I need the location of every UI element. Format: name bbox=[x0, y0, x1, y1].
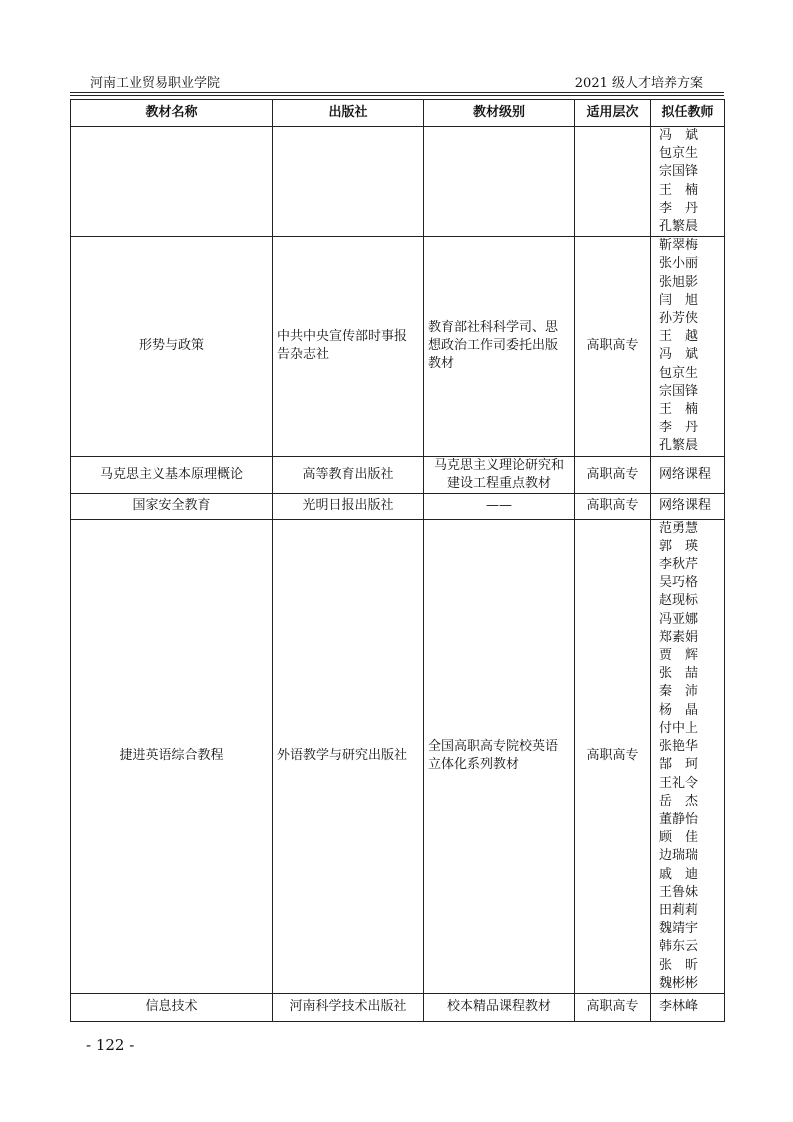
table-row bbox=[71, 127, 725, 237]
teacher-name: 王 楠 bbox=[659, 182, 699, 198]
header-divider bbox=[70, 92, 724, 93]
teacher-name: 李 丹 bbox=[659, 420, 699, 436]
teacher-name: 包京生 bbox=[659, 146, 699, 162]
cell-publisher: 中共中央宣传部时事报告杂志社 bbox=[273, 237, 424, 456]
teacher-name: 韩东云 bbox=[659, 939, 699, 955]
teacher-name: 吴巧格 bbox=[659, 575, 699, 591]
teacher-name: 郜 珂 bbox=[659, 757, 699, 773]
teacher-name: 李秋芹 bbox=[659, 557, 699, 573]
header-document-title: 2021 级人才培养方案 bbox=[574, 76, 703, 91]
teacher-name: 杨 晶 bbox=[659, 702, 699, 718]
cell-textbook-name: 形势与政策 bbox=[71, 237, 273, 456]
cell-applicable-tier bbox=[575, 127, 651, 237]
table-row bbox=[71, 456, 725, 493]
teacher-name: 付中上 bbox=[659, 720, 699, 736]
cell-publisher: 光明日报出版社 bbox=[273, 493, 424, 519]
teacher-name: 张 喆 bbox=[659, 666, 699, 682]
teacher-name: 冯 斌 bbox=[659, 128, 699, 143]
cell-publisher: 河南科学技术出版社 bbox=[273, 993, 424, 1021]
teacher-name: 王 楠 bbox=[659, 402, 699, 418]
teacher-name: 田莉莉 bbox=[659, 902, 699, 918]
table-row bbox=[71, 519, 725, 993]
teacher-name: 董静怡 bbox=[659, 811, 699, 827]
teacher-name: 李林峰 bbox=[659, 999, 699, 1015]
cell-applicable-tier: 高职高专 bbox=[575, 993, 651, 1021]
teacher-name: 冯 斌 bbox=[659, 347, 699, 363]
teacher-name: 张 昕 bbox=[659, 957, 699, 973]
cell-textbook-level: 马克思主义理论研究和建设工程重点教材 bbox=[424, 456, 575, 493]
teacher-name: 王礼令 bbox=[659, 775, 699, 791]
teacher-name: 冯亚娜 bbox=[659, 611, 699, 627]
teacher-name: 岳 杰 bbox=[659, 793, 699, 809]
cell-textbook-name: 国家安全教育 bbox=[71, 493, 273, 519]
textbook-table bbox=[70, 99, 725, 1022]
cell-teachers bbox=[651, 237, 725, 456]
teacher-name: 贾 辉 bbox=[659, 648, 699, 664]
cell-textbook-name: 马克思主义基本原理概论 bbox=[71, 456, 273, 493]
teacher-name: 包京生 bbox=[659, 365, 699, 381]
teacher-name: 孙芳侠 bbox=[659, 311, 699, 327]
header-school-name: 河南工业贸易职业学院 bbox=[90, 76, 221, 91]
teacher-name: 宗国锋 bbox=[659, 383, 699, 399]
cell-teachers bbox=[651, 456, 725, 493]
teacher-name: 秦 沛 bbox=[659, 684, 699, 700]
teacher-name: 孔繁晨 bbox=[659, 438, 699, 454]
teacher-name: 网络课程 bbox=[659, 466, 712, 482]
cell-textbook-level: 教育部社科科学司、思想政治工作司委托出版教材 bbox=[424, 237, 575, 456]
column-header-applicable-tier: 适用层次 bbox=[575, 100, 651, 127]
column-header-textbook-level: 教材级别 bbox=[424, 100, 575, 127]
teacher-name: 宗国锋 bbox=[659, 164, 699, 180]
teacher-name: 边瑞瑞 bbox=[659, 848, 699, 864]
teacher-name: 网络课程 bbox=[659, 498, 712, 514]
teacher-name: 魏彬彬 bbox=[659, 975, 699, 991]
cell-applicable-tier: 高职高专 bbox=[575, 493, 651, 519]
teacher-name: 顾 佳 bbox=[659, 830, 699, 846]
teacher-name: 魏靖宇 bbox=[659, 921, 699, 937]
cell-textbook-level: —— bbox=[424, 493, 575, 519]
teacher-name: 王 越 bbox=[659, 329, 699, 345]
teacher-name: 范勇慧 bbox=[659, 520, 699, 536]
cell-teachers bbox=[651, 127, 725, 237]
cell-textbook-level: 全国高职高专院校英语立体化系列教材 bbox=[424, 519, 575, 993]
column-header-publisher: 出版社 bbox=[273, 100, 424, 127]
cell-textbook-level: 校本精品课程教材 bbox=[424, 993, 575, 1021]
table-row bbox=[71, 493, 725, 519]
teacher-name: 张小丽 bbox=[659, 256, 699, 272]
cell-publisher: 高等教育出版社 bbox=[273, 456, 424, 493]
cell-applicable-tier: 高职高专 bbox=[575, 519, 651, 993]
cell-applicable-tier: 高职高专 bbox=[575, 237, 651, 456]
table-header-row bbox=[71, 100, 725, 127]
teacher-name: 郑素娟 bbox=[659, 629, 699, 645]
teacher-name: 闫 旭 bbox=[659, 292, 699, 308]
teacher-name: 郭 瑛 bbox=[659, 538, 699, 554]
teacher-name: 李 丹 bbox=[659, 200, 699, 216]
cell-textbook-name: 捷进英语综合教程 bbox=[71, 519, 273, 993]
page-number: - 122 - bbox=[86, 1036, 135, 1054]
teacher-name: 王鲁妹 bbox=[659, 884, 699, 900]
table-row bbox=[71, 993, 725, 1021]
header-divider-thin bbox=[70, 95, 724, 96]
cell-publisher bbox=[273, 127, 424, 237]
cell-applicable-tier: 高职高专 bbox=[575, 456, 651, 493]
teacher-name: 张旭影 bbox=[659, 274, 699, 290]
teacher-name: 张艳华 bbox=[659, 739, 699, 755]
cell-teachers bbox=[651, 993, 725, 1021]
teacher-name: 赵现标 bbox=[659, 593, 699, 609]
column-header-teachers: 拟任教师 bbox=[651, 100, 725, 127]
teacher-name: 孔繁晨 bbox=[659, 219, 699, 235]
cell-teachers bbox=[651, 493, 725, 519]
teacher-name: 戚 迪 bbox=[659, 866, 699, 882]
cell-textbook-name: 信息技术 bbox=[71, 993, 273, 1021]
table-row bbox=[71, 237, 725, 456]
cell-teachers bbox=[651, 519, 725, 993]
column-header-textbook-name: 教材名称 bbox=[71, 100, 273, 127]
teacher-name: 靳翠梅 bbox=[659, 238, 699, 254]
cell-textbook-name bbox=[71, 127, 273, 237]
cell-publisher: 外语教学与研究出版社 bbox=[273, 519, 424, 993]
cell-textbook-level bbox=[424, 127, 575, 237]
